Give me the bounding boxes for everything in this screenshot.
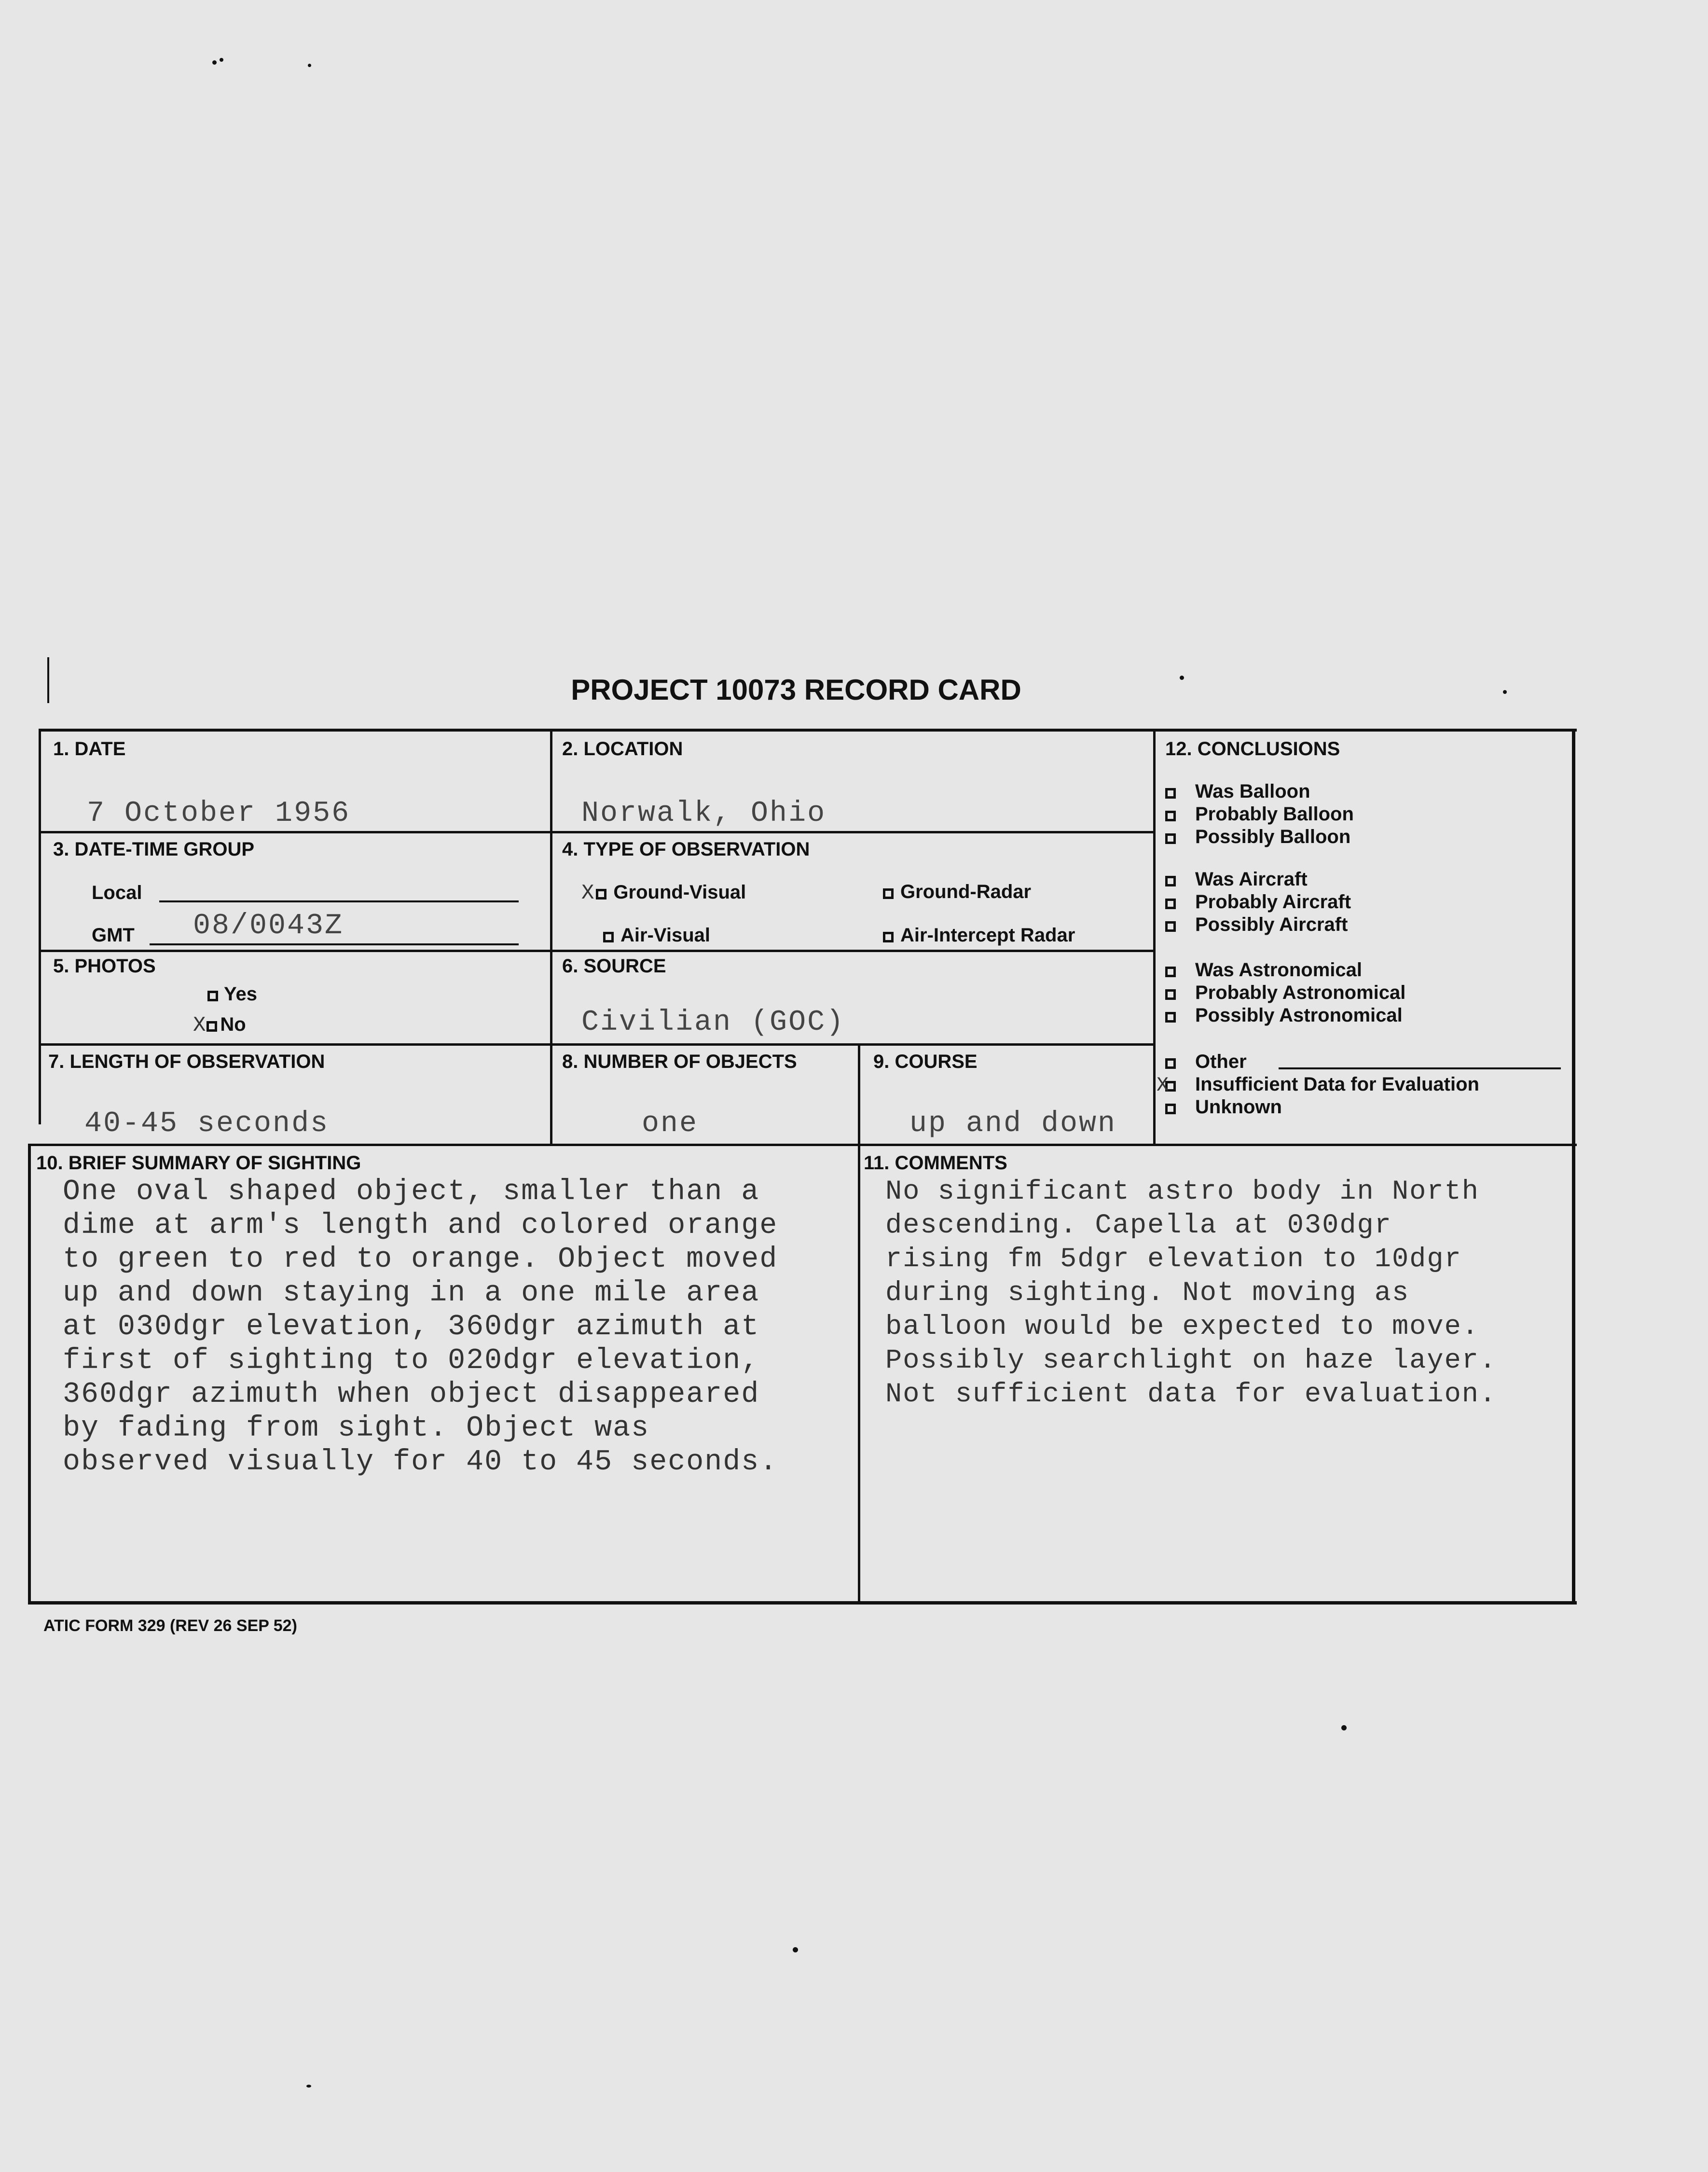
length-value: 40-45 seconds (84, 1107, 330, 1140)
conclusions-group-balloon (1165, 781, 1354, 849)
speck (212, 60, 217, 65)
checkbox[interactable] (1165, 788, 1176, 799)
source-value: Civilian (GOC) (581, 1006, 845, 1039)
course-value: up and down (909, 1107, 1117, 1140)
comments-line: Not sufficient data for evaluation. (885, 1379, 1497, 1410)
conclusions-group-other (1157, 1051, 1479, 1119)
speck (306, 2085, 311, 2088)
conclusion-was-astronomical[interactable] (1165, 959, 1405, 982)
observation-type-label: 4. TYPE OF OBSERVATION (562, 839, 810, 860)
photos-no-option[interactable] (193, 1013, 246, 1038)
location-value: Norwalk, Ohio (581, 797, 826, 830)
divider (39, 831, 1154, 833)
date-label: 1. DATE (53, 738, 126, 760)
ground-radar-checkbox[interactable] (883, 888, 894, 899)
conclusion-label: Insufficient Data for Evaluation (1195, 1074, 1479, 1095)
conclusions-label: 12. CONCLUSIONS (1165, 738, 1340, 760)
divider (550, 729, 552, 1144)
summary-line: One oval shaped object, smaller than a (63, 1176, 760, 1208)
conclusion-was-balloon[interactable] (1165, 781, 1354, 803)
course-label: 9. COURSE (873, 1051, 978, 1072)
comments-label: 11. COMMENTS (864, 1152, 1007, 1174)
comments-line: during sighting. Not moving as (885, 1278, 1410, 1309)
checkbox[interactable] (1165, 989, 1176, 1000)
summary-line: first of sighting to 020dgr elevation, (63, 1344, 760, 1377)
ground-radar-option[interactable] (883, 881, 1031, 903)
divider (858, 1045, 860, 1605)
dtg-local-label: Local (92, 882, 142, 903)
summary-line: 360dgr azimuth when object disappeared (63, 1378, 760, 1411)
other-blank-line (1279, 1067, 1561, 1069)
insufficient-data-mark: X (1157, 1074, 1169, 1097)
air-visual-checkbox[interactable] (603, 932, 614, 942)
speck (1341, 1725, 1347, 1730)
speck (220, 58, 223, 62)
conclusions-group-astronomical (1165, 959, 1405, 1027)
conclusion-was-aircraft[interactable] (1165, 869, 1351, 891)
conclusion-possibly-aircraft[interactable] (1165, 914, 1351, 937)
objects-value: one (642, 1107, 699, 1140)
objects-label: 8. NUMBER OF OBJECTS (562, 1051, 797, 1072)
conclusion-probably-balloon[interactable] (1165, 803, 1354, 826)
location-label: 2. LOCATION (562, 738, 683, 760)
comments-text (885, 1175, 1497, 1411)
checkbox[interactable] (1165, 833, 1176, 844)
form-footer: ATIC FORM 329 (REV 26 SEP 52) (43, 1617, 297, 1635)
photos-no-checkbox[interactable] (207, 1021, 217, 1032)
conclusion-label: Probably Aircraft (1195, 891, 1351, 913)
form-border-left (39, 729, 41, 1124)
card-title: PROJECT 10073 RECORD CARD (571, 674, 1021, 706)
checkbox[interactable] (1165, 811, 1176, 821)
checkbox[interactable] (1165, 1058, 1176, 1069)
checkbox[interactable] (1165, 1104, 1176, 1114)
photos-no-mark: X (193, 1013, 206, 1038)
ground-radar-label: Ground-Radar (900, 881, 1032, 902)
summary-line: by fading from sight. Object was (63, 1412, 650, 1445)
checkbox[interactable] (1165, 876, 1176, 886)
air-intercept-radar-option[interactable] (883, 925, 1075, 946)
conclusion-unknown[interactable] (1165, 1096, 1479, 1119)
dtg-gmt-line (150, 943, 519, 945)
air-visual-label: Air-Visual (620, 925, 710, 946)
divider (39, 950, 1154, 952)
checkbox[interactable] (1165, 921, 1176, 932)
comments-line: balloon would be expected to move. (885, 1312, 1479, 1342)
dtg-gmt-value: 08/0043Z (193, 910, 344, 942)
conclusion-possibly-balloon[interactable] (1165, 826, 1354, 849)
length-label: 7. LENGTH OF OBSERVATION (48, 1051, 325, 1072)
divider (1153, 729, 1156, 1144)
photos-label: 5. PHOTOS (53, 955, 156, 977)
conclusion-label: Probably Balloon (1195, 803, 1354, 825)
conclusion-insufficient-data[interactable] (1157, 1074, 1479, 1097)
conclusion-label: Was Astronomical (1195, 959, 1362, 981)
air-visual-option[interactable] (603, 925, 710, 946)
ground-visual-option[interactable] (581, 881, 746, 905)
checkbox[interactable] (1165, 967, 1176, 977)
air-intercept-radar-checkbox[interactable] (883, 932, 894, 942)
conclusion-probably-astronomical[interactable] (1165, 982, 1405, 1005)
conclusion-probably-aircraft[interactable] (1165, 891, 1351, 914)
checkbox[interactable] (1165, 1012, 1176, 1023)
ground-visual-checkbox[interactable] (596, 889, 606, 899)
ground-visual-label: Ground-Visual (613, 882, 746, 903)
conclusion-label: Possibly Balloon (1195, 826, 1351, 847)
ground-visual-mark: X (581, 881, 594, 905)
conclusion-label: Possibly Astronomical (1195, 1005, 1403, 1026)
conclusion-label: Other (1195, 1051, 1247, 1072)
form-border-right (1572, 729, 1575, 1605)
conclusions-group-aircraft (1165, 869, 1351, 937)
conclusion-possibly-astronomical[interactable] (1165, 1005, 1405, 1027)
date-value: 7 October 1956 (87, 797, 351, 830)
source-label: 6. SOURCE (562, 955, 666, 977)
dtg-local-line (159, 900, 519, 902)
summary-line: to green to red to orange. Object moved (63, 1243, 778, 1276)
summary-line: dime at arm's length and colored orange (63, 1209, 778, 1242)
checkbox[interactable] (1165, 899, 1176, 909)
comments-line: No significant astro body in North (885, 1176, 1479, 1207)
conclusion-label: Possibly Aircraft (1195, 914, 1348, 935)
summary-line: observed visually for 40 to 45 seconds. (63, 1446, 778, 1479)
summary-label: 10. BRIEF SUMMARY OF SIGHTING (36, 1152, 361, 1174)
form-border-top (39, 729, 1577, 732)
divider (39, 1043, 1154, 1046)
conclusion-label: Was Balloon (1195, 781, 1310, 802)
form-border-bottom (28, 1601, 1577, 1605)
photos-yes-checkbox[interactable] (207, 991, 218, 1001)
dtg-gmt-label: GMT (92, 925, 135, 946)
conclusion-label: Was Aircraft (1195, 869, 1308, 890)
summary-text (63, 1175, 778, 1479)
comments-line: Possibly searchlight on haze layer. (885, 1345, 1497, 1376)
photos-yes-option[interactable] (207, 983, 257, 1005)
conclusion-other[interactable] (1165, 1051, 1479, 1074)
speck (793, 1947, 798, 1952)
dtg-label: 3. DATE-TIME GROUP (53, 839, 255, 860)
photos-no-label: No (220, 1014, 246, 1035)
summary-line: at 030dgr elevation, 360dgr azimuth at (63, 1311, 760, 1343)
conclusion-label: Unknown (1195, 1096, 1282, 1118)
air-intercept-radar-label: Air-Intercept Radar (900, 925, 1075, 946)
form-border-left-lower (28, 1146, 31, 1605)
speck (308, 64, 311, 67)
summary-line: up and down staying in a one mile area (63, 1277, 760, 1310)
photos-yes-label: Yes (224, 983, 257, 1005)
divider (1153, 1144, 1575, 1146)
conclusion-label: Probably Astronomical (1195, 982, 1406, 1003)
comments-line: rising fm 5dgr elevation to 10dgr (885, 1244, 1462, 1275)
comments-line: descending. Capella at 030dgr (885, 1210, 1392, 1241)
